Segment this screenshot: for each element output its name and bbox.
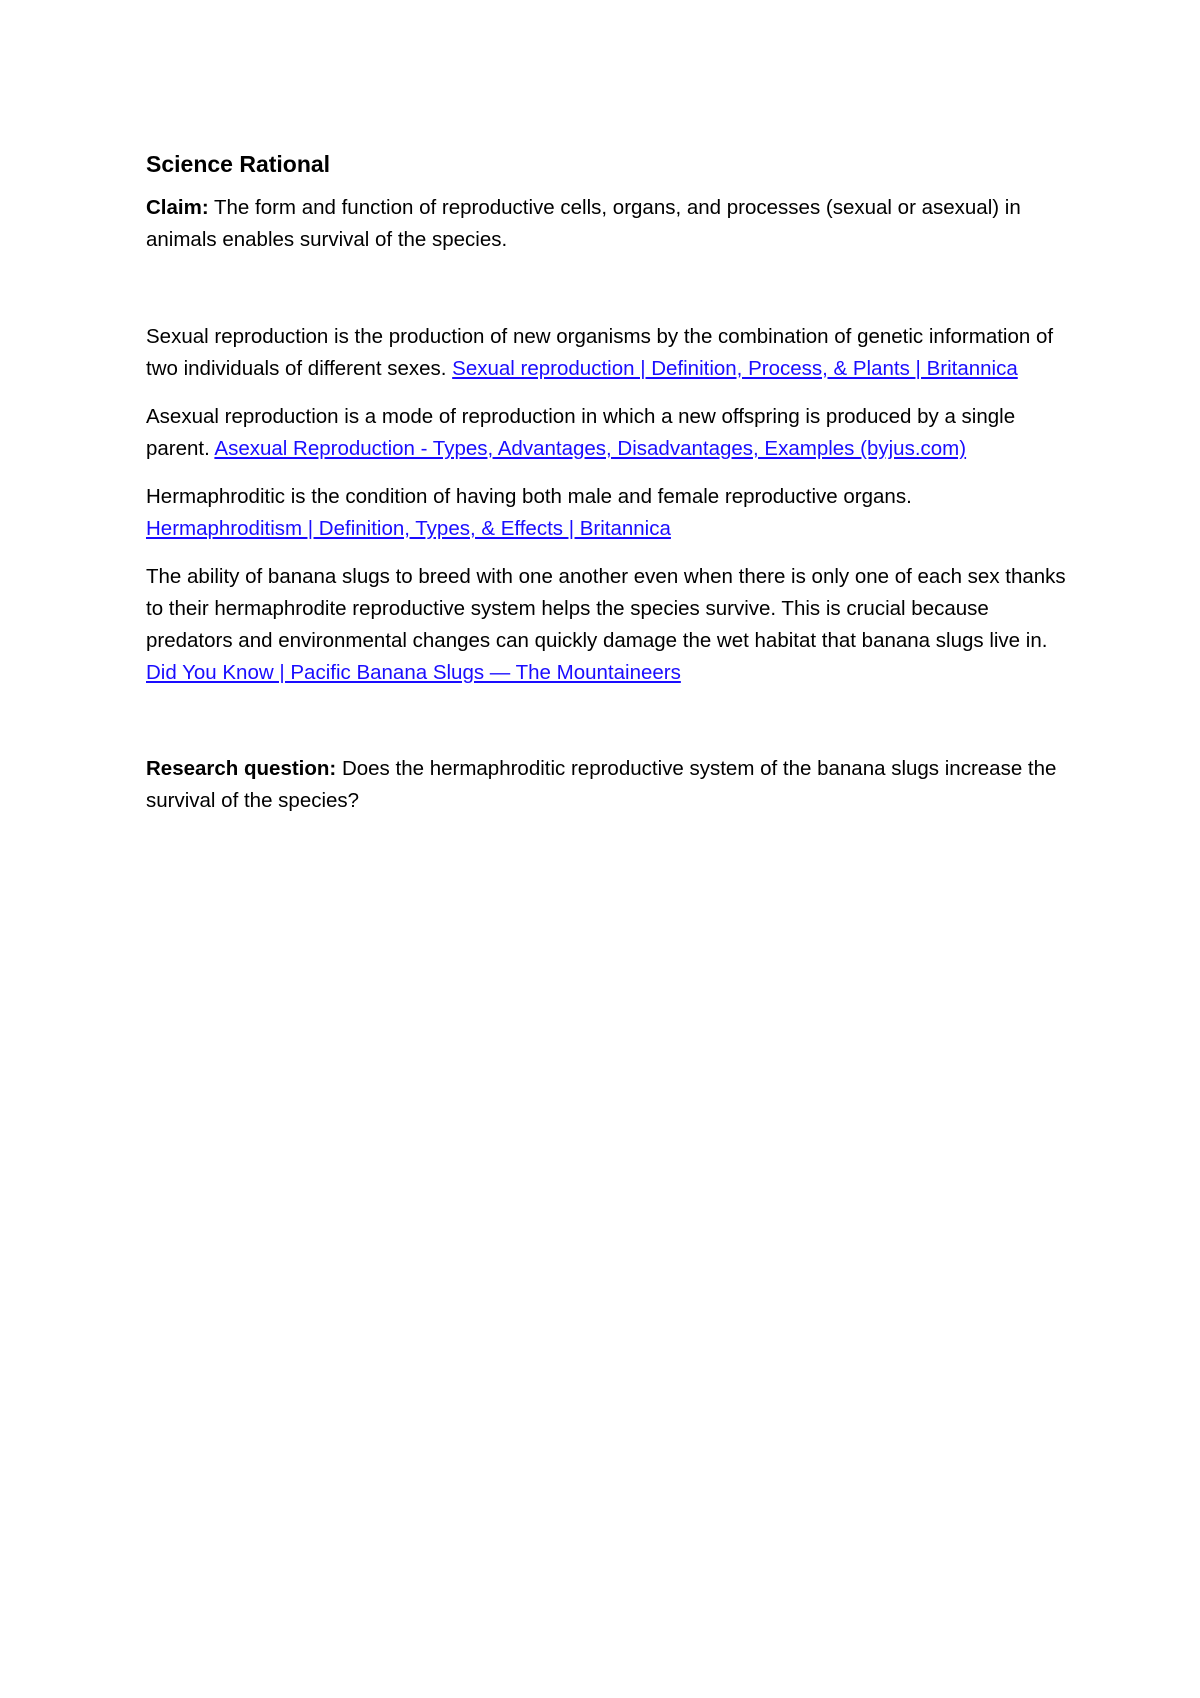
sexual-reproduction-paragraph [146, 321, 1066, 385]
research-question-label: Research question: [146, 757, 337, 780]
research-question-paragraph [146, 753, 1066, 817]
britannica-sexual-reproduction-link[interactable]: Sexual reproduction | Definition, Process, & Plants | Britannica [452, 357, 1018, 380]
paragraph-text: The ability of banana slugs to breed with one another even when there is only one of each sex thanks to their hermaphrodite reproductive system helps the species survive. This is crucial because predators and environmental changes can quickly damage the wet habitat that banana slugs live in. [146, 565, 1066, 652]
byjus-asexual-reproduction-link[interactable]: Asexual Reproduction - Types, Advantages, Disadvantages, Examples (byjus.com) [214, 437, 967, 460]
banana-slugs-paragraph [146, 561, 1066, 689]
claim-label: Claim: [146, 196, 209, 219]
paragraph-text: Hermaphroditic is the condition of having both male and female reproductive organs. [146, 485, 912, 508]
britannica-hermaphroditism-link[interactable]: Hermaphroditism | Definition, Types, & Effects | Britannica [146, 517, 671, 540]
asexual-reproduction-paragraph [146, 401, 1066, 465]
document-title: Science Rational [146, 151, 331, 177]
paragraph-text: Sexual reproduction is the production of new organisms by the combination of genetic information of two individuals of different sexes. [146, 325, 1054, 380]
hermaphroditic-paragraph [146, 481, 1066, 545]
document-body [146, 148, 1066, 817]
paragraph-text: Asexual reproduction is a mode of reproduction in which a new offspring is produced by a single parent. [146, 405, 1016, 460]
mountaineers-banana-slugs-link[interactable]: Did You Know | Pacific Banana Slugs — The Mountaineers [146, 661, 681, 684]
research-question-text: Does the hermaphroditic reproductive system of the banana slugs increase the survival of the species? [146, 757, 1057, 812]
claim-paragraph [146, 192, 1066, 256]
claim-text: The form and function of reproductive cells, organs, and processes (sexual or asexual) in animals enables survival of the species. [146, 196, 1021, 251]
